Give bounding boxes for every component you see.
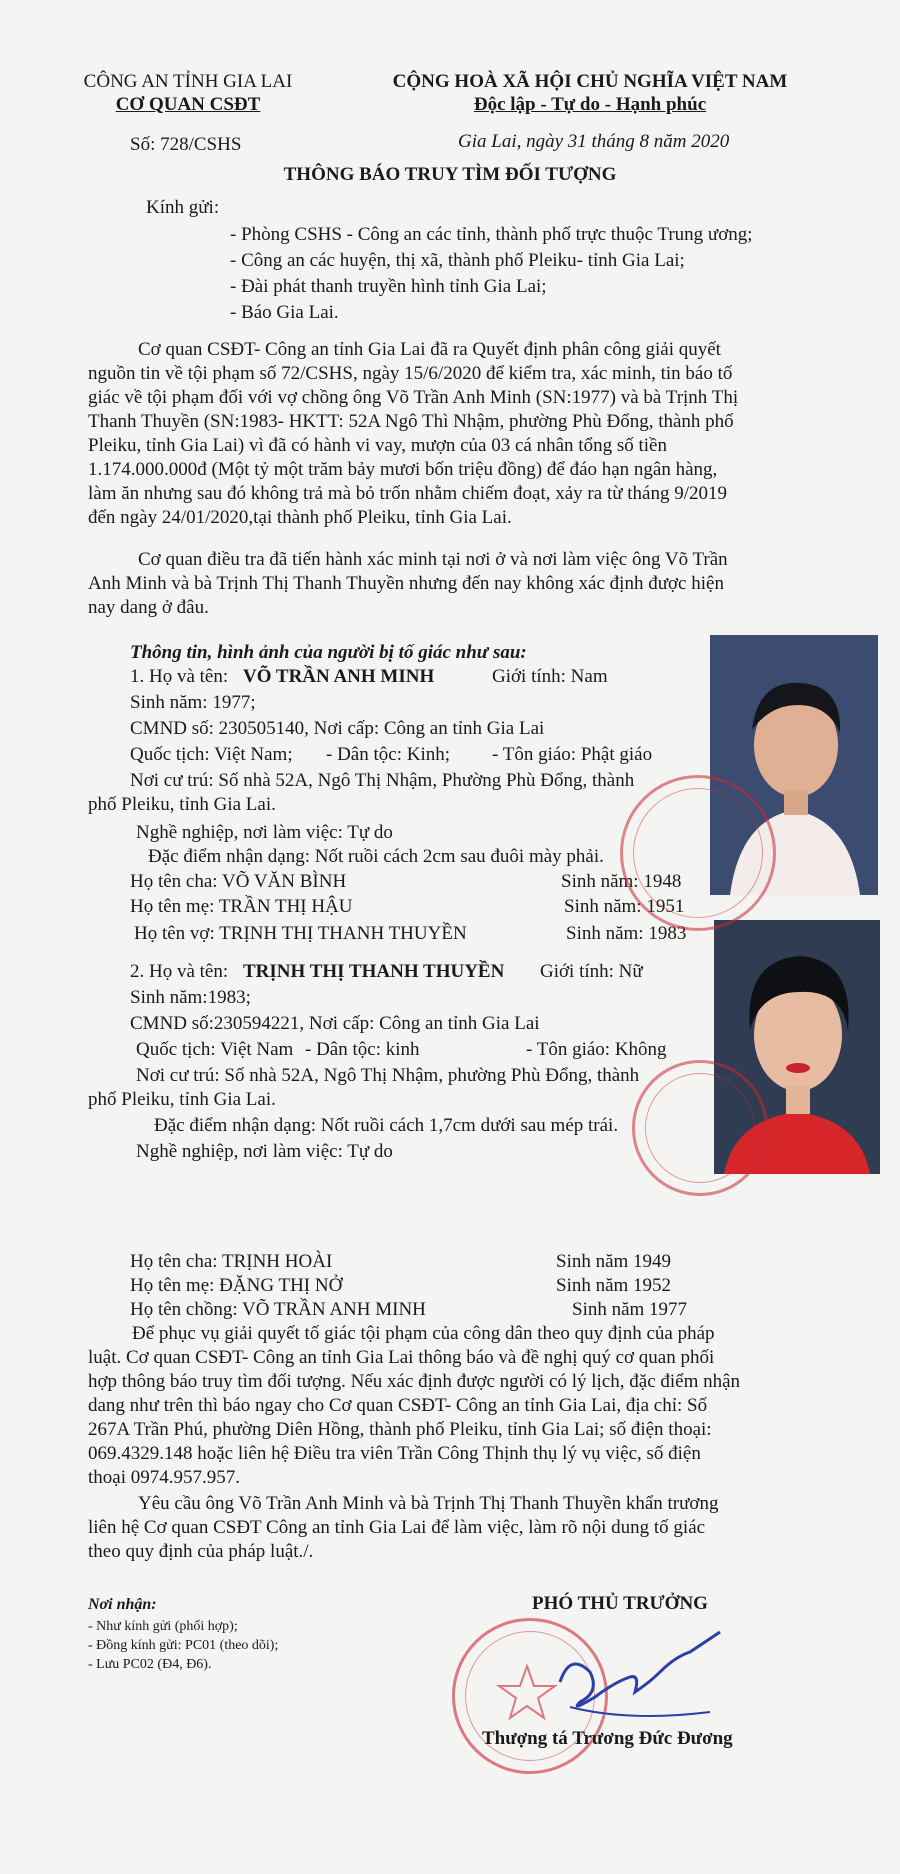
footer-recipient-item: - Lưu PC02 (Đ4, Đ6). (88, 1657, 212, 1672)
person1-address-cont: phố Pleiku, tỉnh Gia Lai. (88, 794, 276, 815)
person2-name-label: 2. Họ và tên: (130, 961, 229, 982)
person2-mother-birth: Sinh năm 1952 (556, 1275, 672, 1296)
body-paragraph-3: Để phục vụ giải quyết tố giác tội phạm của công dân theo quy định của pháp luật. Cơ quan CSĐT- Công an tỉnh Gia Lai thông báo và đề nghị quý cơ quan phối hợp thông báo truy tìm đối tượng. Nếu xác định được người có lý lịch, đặc điểm nhận dang như trên thì báo ngay cho Cơ quan CSĐT- Công an tỉnh Gia Lai, địa chỉ: Số 267A Trần Phú, phường Diên Hồng, thành phố Pleiku, tỉnh Gia Lai; số điện thoại: 069.4329.148 hoặc liên hệ Điều tra viên Trần Công Thịnh thụ lý vụ việc, số điện thoại 0974.957.957. (88, 1323, 741, 1488)
agency-name: CÔNG AN TỈNH GIA LAI (83, 71, 293, 92)
footer-recipient-item: - Như kính gửi (phối hợp); (88, 1619, 238, 1634)
person2-nationality: Quốc tịch: Việt Nam (136, 1039, 294, 1060)
recipient-item: - Đài phát thanh truyền hình tỉnh Gia Lai; (230, 276, 547, 297)
person2-occupation: Nghề nghiệp, nơi làm việc: Tự do (136, 1141, 393, 1162)
seal-stamp-icon (632, 1060, 768, 1196)
nation-title: CỘNG HOÀ XÃ HỘI CHỦ NGHĨA VIỆT NAM (392, 71, 788, 92)
person1-occupation: Nghề nghiệp, nơi làm việc: Tự do (136, 822, 393, 843)
person1-mother-birth: Sinh năm: 1951 (564, 896, 685, 917)
person2-birth: Sinh năm:1983; (130, 987, 251, 1008)
person2-father: Họ tên cha: TRỊNH HOÀI (130, 1251, 333, 1272)
person1-spouse-birth: Sinh năm: 1983 (566, 923, 687, 944)
person1-gender: Giới tính: Nam (492, 666, 608, 687)
seal-stamp-icon (620, 775, 776, 931)
person2-id: CMND số:230594221, Nơi cấp: Công an tỉnh Gia Lai (130, 1013, 540, 1034)
person2-religion: - Tôn giáo: Không (526, 1039, 667, 1060)
signature-icon (540, 1612, 740, 1742)
recipients-label: Kính gửi: (146, 197, 220, 218)
person2-gender: Giới tính: Nữ (540, 961, 643, 982)
person2-father-birth: Sinh năm 1949 (556, 1251, 672, 1272)
body-paragraph-4: Yêu cầu ông Võ Trần Anh Minh và bà Trịnh Thị Thanh Thuyền khẩn trương liên hệ Cơ quan CSĐT Công an tỉnh Gia Lai để làm việc, làm rõ nội dung tố giác theo quy định của pháp luật./. (88, 1493, 719, 1562)
person2-address-cont: phố Pleiku, tỉnh Gia Lai. (88, 1089, 276, 1110)
person1-spouse: Họ tên vợ: TRỊNH THỊ THANH THUYỀN (134, 923, 467, 944)
recipient-item: - Công an các huyện, thị xã, thành phố Pleiku- tỉnh Gia Lai; (230, 250, 685, 271)
recipient-item: - Phòng CSHS - Công an các tỉnh, thành phố trực thuộc Trung ương; (230, 224, 753, 245)
person1-mother: Họ tên mẹ: TRẦN THỊ HẬU (130, 896, 353, 917)
place-date: Gia Lai, ngày 31 tháng 8 năm 2020 (458, 131, 730, 152)
signatory-name: Thượng tá Trương Đức Đương (482, 1728, 733, 1749)
person1-name: VÕ TRẦN ANH MINH (243, 666, 435, 687)
signatory-title: PHÓ THỦ TRƯỞNG (532, 1593, 708, 1614)
person1-birth: Sinh năm: 1977; (130, 692, 256, 713)
body-paragraph-2: Cơ quan điều tra đã tiến hành xác minh tại nơi ở và nơi làm việc ông Võ Trần Anh Minh và bà Trịnh Thị Thanh Thuyền nhưng đến nay không xác định được hiện nay dang ở đâu. (88, 549, 728, 618)
person2-name: TRỊNH THỊ THANH THUYỀN (243, 961, 505, 982)
nation-motto: Độc lập - Tự do - Hạnh phúc (473, 94, 707, 115)
agency-sub: CƠ QUAN CSĐT (115, 94, 261, 115)
person1-father-birth: Sinh năm: 1948 (561, 871, 682, 892)
recipient-item: - Báo Gia Lai. (230, 302, 339, 323)
body-paragraph-1: Cơ quan CSĐT- Công an tỉnh Gia Lai đã ra Quyết định phân công giải quyết nguồn tin về tội phạm số 72/CSHS, ngày 15/6/2020 để kiểm tra, xác minh, tin báo tố giác về tội phạm đối với vợ chồng ông Võ Trần Anh Minh (SN:1977) và bà Trịnh Thị Thanh Thuyền (SN:1983- HKTT: 52A Ngô Thì Nhậm, phường Phù Đổng, thành phố Pleiku, tỉnh Gia Lai) vì đã có hành vi vay, mượn của 03 cá nhân tổng số tiền 1.174.000.000đ (Một tỷ một trăm bảy mươi bốn triệu đồng) để đáo hạn ngân hàng, làm ăn nhưng sau đó không trả mà bỏ trốn nhằm chiếm đoạt, xảy ra từ tháng 9/2019 đến ngày 24/01/2020,tại thành phố Pleiku, tỉnh Gia Lai. (88, 339, 739, 528)
document-title: THÔNG BÁO TRUY TÌM ĐỐI TƯỢNG (283, 164, 617, 185)
footer-recipients-label: Nơi nhận: (88, 1596, 157, 1613)
person1-nationality: Quốc tịch: Việt Nam; (130, 744, 293, 765)
person1-religion: - Tôn giáo: Phật giáo (492, 744, 653, 765)
doc-number: Số: 728/CSHS (130, 134, 242, 155)
person2-mother: Họ tên mẹ: ĐẶNG THỊ NỞ (130, 1275, 343, 1296)
person1-id: CMND số: 230505140, Nơi cấp: Công an tỉnh Gia Lai (130, 718, 545, 739)
person2-spouse: Họ tên chồng: VÕ TRẦN ANH MINH (130, 1299, 426, 1320)
person1-ethnicity: - Dân tộc: Kinh; (326, 744, 451, 765)
person1-father: Họ tên cha: VÕ VĂN BÌNH (130, 871, 347, 892)
info-heading: Thông tin, hình ảnh của người bị tố giác như sau: (130, 642, 527, 663)
person1-feature: Đặc điểm nhận dạng: Nốt ruồi cách 2cm sau đuôi mày phải. (148, 846, 604, 867)
person2-spouse-birth: Sinh năm 1977 (572, 1299, 688, 1320)
person1-name-label: 1. Họ và tên: (130, 666, 229, 687)
person2-address: Nơi cư trú: Số nhà 52A, Ngô Thị Nhậm, phường Phù Đổng, thành (136, 1065, 640, 1086)
person2-feature: Đặc điểm nhận dạng: Nốt ruồi cách 1,7cm dưới sau mép trái. (154, 1115, 619, 1136)
footer-recipient-item: - Đồng kính gửi: PC01 (theo dõi); (88, 1638, 279, 1653)
person2-ethnicity: - Dân tộc: kinh (305, 1039, 420, 1060)
person1-address: Nơi cư trú: Số nhà 52A, Ngô Thị Nhậm, Phường Phù Đổng, thành (130, 770, 635, 791)
